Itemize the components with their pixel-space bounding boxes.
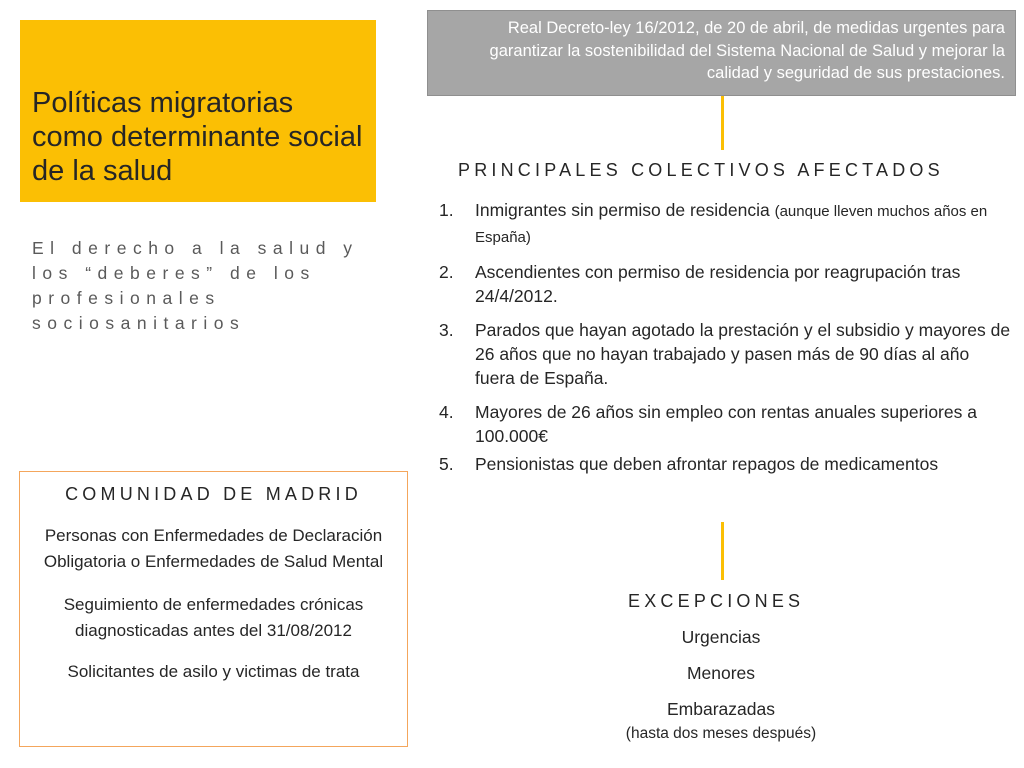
list-item-text: Inmigrantes sin permiso de residencia <box>475 200 775 220</box>
madrid-item: Personas con Enfermedades de Declaración Obligatoria o Enfermedades de Salud Mental <box>43 526 384 571</box>
list-item-number: 5. <box>439 454 454 474</box>
list-item-text: Pensionistas que deben afrontar repagos de medicamentos <box>475 454 939 474</box>
list-item-note: (aunque lleven muchos años en España) <box>475 203 988 246</box>
exception-menores: Menores <box>686 663 756 683</box>
list-item-number: 1. <box>439 200 454 220</box>
slide-subtitle: El derecho a la salud y los “deberes” de los profesionales sociosanitarios <box>32 238 359 333</box>
title-box <box>20 20 376 202</box>
connector-line-bottom <box>721 522 724 580</box>
madrid-item: Solicitantes de asilo y victimas de trata <box>67 662 360 681</box>
affected-list <box>436 198 1012 476</box>
list-item-number: 3. <box>439 320 454 340</box>
exceptions-heading: EXCEPCIONES <box>628 591 805 611</box>
list-item <box>436 198 1012 250</box>
list-item-number: 4. <box>439 402 454 422</box>
list-item-text: Parados que hayan agotado la prestación y el subsidio y mayores de 26 años que no hayan trabajado y pasen más de 90 días al año fuera de España. <box>475 320 1011 388</box>
exception-embarazadas-note: (hasta dos meses después) <box>625 725 817 742</box>
list-item <box>436 452 1012 476</box>
list-item-number: 2. <box>439 262 454 282</box>
madrid-box <box>19 471 408 747</box>
exception-urgencias: Urgencias <box>681 627 761 647</box>
slide-title: Políticas migratorias como determinante social de la salud <box>32 87 363 187</box>
connector-line-top <box>721 96 724 150</box>
exception-embarazadas: Embarazadas <box>667 699 775 719</box>
list-item-text: Mayores de 26 años sin empleo con rentas anuales superiores a 100.000€ <box>475 402 977 446</box>
madrid-item: Seguimiento de enfermedades crónicas diagnosticadas antes del 31/08/2012 <box>63 595 364 640</box>
list-item <box>436 400 1012 448</box>
list-item <box>436 260 1012 308</box>
madrid-heading: COMUNIDAD DE MADRID <box>65 484 362 504</box>
list-item-text: Ascendientes con permiso de residencia por reagrupación tras 24/4/2012. <box>475 262 961 306</box>
affected-heading: PRINCIPALES COLECTIVOS AFECTADOS <box>458 160 944 180</box>
list-item <box>436 318 1012 390</box>
decree-box: Real Decreto-ley 16/2012, de 20 de abril, de medidas urgentes para garantizar la sostenibilidad del Sistema Nacional de Salud y mejorar la calidad y seguridad de sus prestaciones. <box>427 10 1016 96</box>
